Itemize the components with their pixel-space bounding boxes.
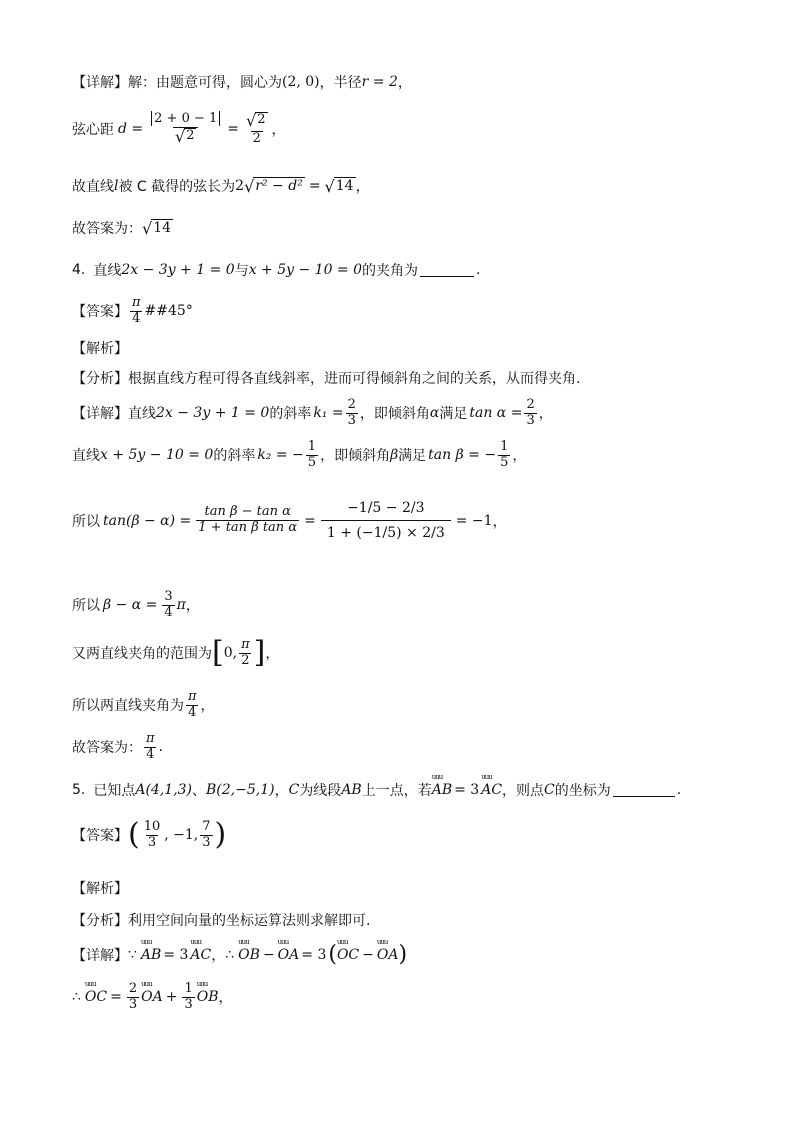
vector: uuu AC <box>190 947 211 963</box>
q4-answer <box>72 296 193 327</box>
math: B(2,−5,1) <box>206 782 275 798</box>
denominator: 5 <box>500 454 509 470</box>
text: 为线段 <box>299 783 342 799</box>
q4-analysis-label <box>72 338 128 358</box>
vector: uuu OA <box>278 947 300 963</box>
text: 已知点 <box>93 783 136 799</box>
text: ， <box>274 783 289 799</box>
q5-question <box>72 780 681 800</box>
text: 解：由题意可得，圆心为 <box>128 75 282 91</box>
text: 所以 <box>72 598 100 615</box>
q5-analysis-label <box>72 878 128 898</box>
vector: uuu OB <box>238 947 260 963</box>
q4-step6 <box>72 690 215 721</box>
p3-chord-length-line: 故直线 l 被 C 截得的弦长为 2 √ r² − d² = √ 14 ， <box>72 176 370 196</box>
text: 满足 <box>439 406 468 423</box>
vector: uuu AB <box>141 947 161 963</box>
text: ， <box>397 75 412 91</box>
answer-label: 【答案】 <box>72 304 128 321</box>
denominator: 1 + tan β tan α <box>198 520 298 536</box>
answer-label: 【答案】 <box>72 828 128 845</box>
text: ， <box>200 698 215 715</box>
complex-fraction <box>321 496 451 545</box>
math: , −1, <box>164 827 199 844</box>
vector: uuu AC <box>481 782 502 798</box>
text: 、 <box>192 783 207 799</box>
numerator <box>149 112 222 127</box>
numerator: π <box>132 295 141 310</box>
analysis-label: 【解析】 <box>72 881 128 897</box>
math: x + 5y − 10 = 0 <box>248 262 363 278</box>
math: tan β = − <box>428 447 497 464</box>
detail-label: 【详解】 <box>72 75 128 91</box>
math: ∴ <box>225 947 235 963</box>
answer-blank <box>613 784 675 797</box>
detail-label: 【详解】 <box>72 406 128 423</box>
q4-step1 <box>72 398 553 429</box>
q4-step2 <box>72 440 526 471</box>
math: = −1 <box>455 512 493 529</box>
numerator: √ 2 <box>246 111 266 130</box>
text: 的坐标为 <box>554 783 611 799</box>
math: 2 + 0 − 1 <box>151 111 220 126</box>
fraction <box>196 505 299 536</box>
math: π <box>176 597 186 614</box>
math: AB <box>341 782 362 798</box>
text: 被 C 截得的弦长为 <box>118 179 236 195</box>
math: d = <box>118 121 144 138</box>
numerator: 2 <box>128 981 138 996</box>
math: 2 <box>252 130 261 146</box>
numerator: 1 <box>307 439 317 454</box>
text: 的斜率 <box>269 406 312 423</box>
text: 上一点，若 <box>361 783 432 799</box>
q4-fenxi <box>72 368 580 388</box>
vector: uuu OC <box>337 947 359 963</box>
text: 所以 <box>72 513 100 530</box>
text: . <box>476 262 481 278</box>
math: 2 <box>235 178 245 194</box>
math: ∵ <box>128 947 137 963</box>
text: 又两直线夹角的范围为 <box>72 646 212 663</box>
denominator: 3 <box>202 834 211 850</box>
text: 直线 <box>93 263 122 279</box>
math: 2 <box>184 128 196 146</box>
math: r² − d² <box>255 177 303 194</box>
math: 2x − 3y + 1 = 0 <box>121 262 235 278</box>
math: C <box>288 782 300 798</box>
math: 14 <box>335 177 354 194</box>
denominator: 2 <box>241 652 250 668</box>
denominator: 3 <box>184 996 193 1012</box>
numerator: 1 <box>184 981 193 996</box>
denominator: 3 <box>347 412 356 428</box>
vector: uuu OB <box>197 989 219 1005</box>
q4-step3 <box>72 496 507 545</box>
q5-step2 <box>72 982 233 1013</box>
q4-final-answer <box>72 732 163 763</box>
math: k₂ = − <box>257 447 304 464</box>
denominator: 4 <box>132 310 141 326</box>
math: = <box>304 512 316 529</box>
text: . <box>158 739 163 756</box>
numerator: 10 <box>143 819 161 834</box>
math: + <box>165 989 178 1006</box>
denominator: √ 2 <box>173 127 198 147</box>
math: tan α = <box>469 405 523 422</box>
text: 满足 <box>398 448 427 465</box>
text: . <box>676 782 682 798</box>
math: = <box>308 178 321 194</box>
analysis-label: 【解析】 <box>72 341 128 357</box>
question-number: 5. <box>72 782 86 798</box>
text: ，则点 <box>502 783 545 799</box>
numerator: 2 <box>347 397 356 412</box>
denominator: 3 <box>128 996 138 1012</box>
p3-detail-line <box>72 72 412 92</box>
denominator: 4 <box>164 604 173 620</box>
text: 所以两直线夹角为 <box>72 698 184 715</box>
text: 根据直线方程可得各直线斜率，进而可得倾斜角之间的关系，从而得夹角. <box>128 371 581 387</box>
math: tan(β − α) = <box>103 512 192 529</box>
math: = 3 <box>454 782 480 798</box>
text: ， <box>492 513 507 530</box>
q4-step4 <box>72 590 200 621</box>
numerator: 3 <box>164 589 173 604</box>
math: 2 <box>255 112 267 130</box>
fenxi-label: 【分析】 <box>72 913 128 929</box>
math: − <box>262 947 275 963</box>
vector: uuu OA <box>141 989 163 1005</box>
q5-step1: 【详解】 ∵ uuu AB = 3 uuu AC ， ∴ uuu OB − uuu OA = 3 ( uuu OC − uuu OA ) <box>72 944 407 966</box>
math: α <box>429 405 440 422</box>
text: 利用空间向量的坐标运算法则求解即可. <box>128 913 371 929</box>
text: ， <box>218 990 233 1007</box>
text: ，即倾斜角 <box>320 448 391 465</box>
text: ， <box>271 122 286 139</box>
math: C <box>544 782 555 798</box>
numerator: 1 <box>500 439 509 454</box>
math: − <box>362 947 374 963</box>
denominator: 4 <box>188 704 197 720</box>
q5-fenxi <box>72 910 370 930</box>
vector: uuu OC <box>85 989 107 1005</box>
math: β <box>390 447 399 464</box>
math: A(4,1,3) <box>135 782 193 798</box>
detail-label: 【详解】 <box>72 948 128 964</box>
math: 14 <box>153 219 172 236</box>
denominator: 3 <box>526 412 535 428</box>
question-number: 4. <box>72 262 86 278</box>
text: 故答案为： <box>72 740 142 757</box>
math: l <box>114 178 119 194</box>
denominator: 3 <box>147 834 157 850</box>
math: β − α = <box>103 597 158 614</box>
math: 0, <box>223 645 238 662</box>
text: 直线 <box>72 448 100 465</box>
text: ， <box>211 948 226 964</box>
text: 弦心距 <box>72 122 114 139</box>
math: = <box>110 989 122 1006</box>
fraction <box>149 112 222 147</box>
answer-blank <box>420 264 474 277</box>
numerator: π <box>146 731 155 746</box>
numerator: −1/5 − 2/3 <box>347 500 425 516</box>
numerator: π <box>188 689 197 704</box>
math: (2, 0) <box>282 74 320 90</box>
math: 2x − 3y + 1 = 0 <box>156 405 270 422</box>
math: = 3 <box>163 947 189 963</box>
numerator: tan β − tan α <box>204 504 291 520</box>
text: ， <box>538 406 553 423</box>
fraction <box>130 296 143 327</box>
text: ， <box>185 598 200 615</box>
p3-answer-line: 故答案为： √ 14 <box>72 218 172 238</box>
q4-question <box>72 260 480 280</box>
denominator: 4 <box>146 746 155 762</box>
text: ， <box>355 179 370 195</box>
text: ，即倾斜角 <box>359 406 430 423</box>
p3-chord-distance-line: 弦心距 d = 2 + 0 − 1 √ 2 = √ 2 2 ， <box>72 111 286 146</box>
vector: uuu OA <box>377 947 399 963</box>
math: x + 5y − 10 = 0 <box>100 447 214 464</box>
text: ， <box>265 646 280 663</box>
math: k₁ = <box>313 405 344 422</box>
text: 故答案为： <box>72 221 142 237</box>
text: ，半径 <box>319 75 362 91</box>
fraction <box>244 112 269 147</box>
denominator: 5 <box>307 454 317 470</box>
math: = 3 <box>301 947 327 963</box>
numerator: π <box>241 637 250 652</box>
numerator: 2 <box>526 397 535 412</box>
fenxi-label: 【分析】 <box>72 371 128 387</box>
text: 的斜率 <box>213 448 256 465</box>
math: r = 2 <box>361 74 398 90</box>
text: 故直线 <box>72 179 114 195</box>
math: ##45° <box>144 303 193 320</box>
vector: uuu AB <box>432 782 452 798</box>
text: ， <box>512 448 527 465</box>
q5-answer: 【答案】 ( $\frac{10}{3}$ , −1, $\frac{7}{3}$ ) <box>72 817 227 853</box>
numerator: 7 <box>202 819 211 834</box>
q4-step5: 又两直线夹角的范围为 [ 0, $\frac{\pi}{2}$ ] ， <box>72 635 280 671</box>
text: 直线 <box>128 406 156 423</box>
denominator: 1 + (−1/5) × 2/3 <box>321 520 451 545</box>
math: ∴ <box>72 989 81 1006</box>
text: 与 <box>234 263 249 279</box>
text: 的夹角为 <box>362 263 419 279</box>
